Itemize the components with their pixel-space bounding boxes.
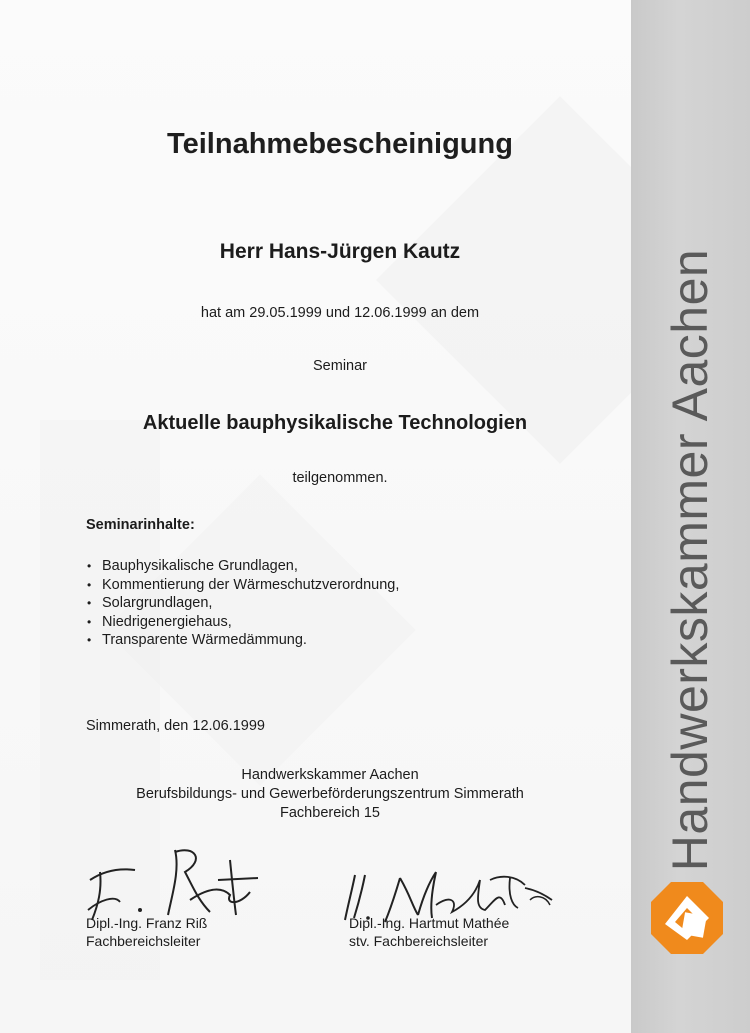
- list-item: • Solargrundlagen,: [87, 595, 213, 611]
- recipient-name: Herr Hans-Jürgen Kautz: [219, 240, 461, 263]
- signatory-role: stv. Fachbereichsleiter: [349, 933, 489, 949]
- hwk-logo-icon: [647, 878, 727, 958]
- seminar-label: Seminar: [313, 358, 367, 374]
- brand-sidebar: [631, 0, 750, 1033]
- signatory-name: Dipl.-Ing. Hartmut Mathée: [349, 915, 510, 931]
- bullet-icon: •: [87, 559, 92, 573]
- bullet-icon: •: [87, 614, 92, 629]
- signatory-name: Dipl.-Ing. Franz Riß: [86, 915, 208, 931]
- list-item: • Transparente Wärmedämmung.: [87, 632, 307, 648]
- contents-list: [86, 557, 399, 650]
- attendance-line: hat am 29.05.1999 und 12.06.1999 an dem: [200, 305, 480, 321]
- bullet-icon: •: [87, 596, 92, 610]
- signatory-left: [86, 914, 207, 950]
- issuer-line: Fachbereich 15: [280, 805, 380, 821]
- issuer-line: Handwerkskammer Aachen: [241, 767, 419, 783]
- certificate-title: Teilnahmebescheinigung: [167, 128, 513, 160]
- bullet-icon: •: [87, 633, 92, 647]
- signatory-right: [349, 914, 509, 950]
- bullet-icon: •: [87, 577, 92, 592]
- brand-text: Handwerkskammer Aachen: [662, 248, 718, 872]
- seminar-title: Aktuelle bauphysikalische Technologien: [142, 412, 528, 434]
- contents-heading: Seminarinhalte:: [86, 517, 195, 533]
- issuer-line: Berufsbildungs- und Gewerbeförderungszentrum Simmerath: [136, 786, 524, 802]
- list-item: • Bauphysikalische Grundlagen,: [87, 558, 298, 574]
- place-date: Simmerath, den 12.06.1999: [86, 718, 265, 734]
- signatory-role: Fachbereichsleiter: [86, 933, 201, 949]
- list-item: • Niedrigenergiehaus,: [87, 613, 232, 630]
- issuer-block: [120, 766, 540, 823]
- participated-text: teilgenommen.: [292, 470, 388, 486]
- list-item: • Kommentierung der Wärmeschutzverordnung,: [87, 576, 400, 593]
